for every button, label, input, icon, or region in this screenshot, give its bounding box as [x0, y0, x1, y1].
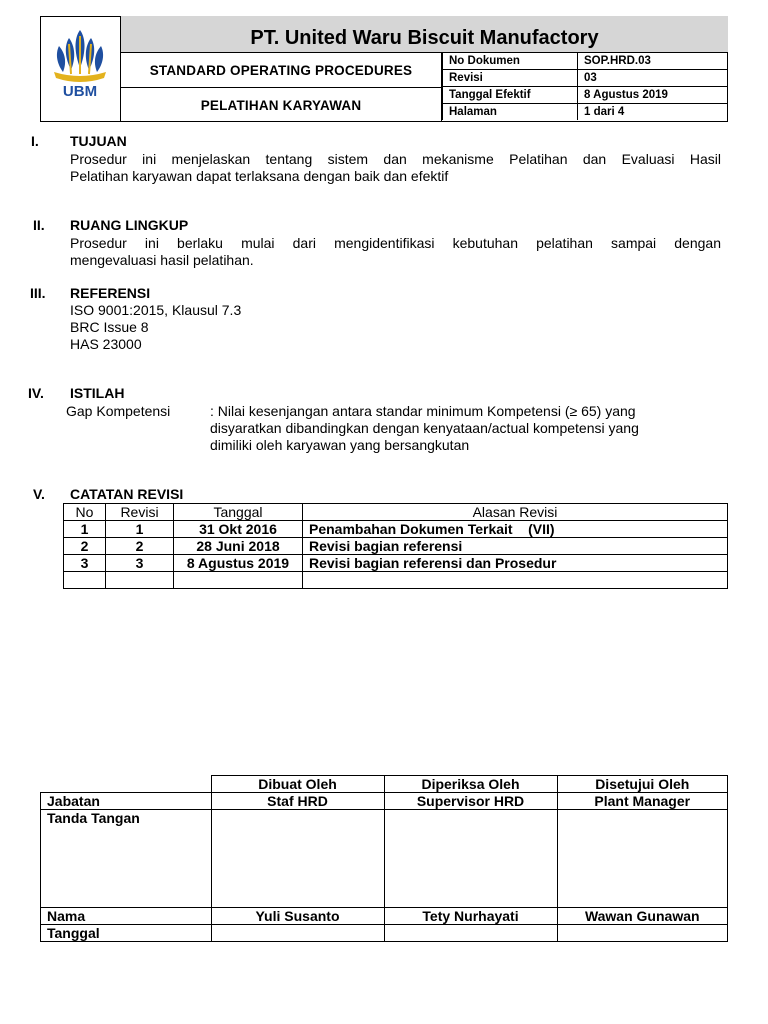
signature-box-disetujui[interactable] [557, 810, 728, 908]
company-name: PT. United Waru Biscuit Manufactory [121, 16, 728, 53]
tanggal-box-disetujui[interactable] [557, 925, 728, 942]
section-title-istilah: ISTILAH [70, 385, 125, 401]
ruang-lingkup-text-line1: Prosedur ini berlaku mulai dari mengidentifikasi kebutuhan pelatihan sampai dengan [70, 235, 721, 251]
nama-value: Tety Nurhayati [384, 908, 557, 925]
cell-alasan: Revisi bagian referensi dan Prosedur [303, 555, 728, 572]
tanggal-box-dibuat[interactable] [211, 925, 384, 942]
table-row [64, 572, 728, 589]
istilah-definition-line1: : Nilai kesenjangan antara standar minimum Kompetensi (≥ 65) yang [210, 403, 636, 419]
meta-row [443, 70, 729, 87]
revision-header-row [64, 504, 728, 521]
meta-row [443, 53, 729, 70]
tanggal-row [41, 925, 728, 942]
section-title-referensi: REFERENSI [70, 285, 151, 301]
meta-label: No Dokumen [443, 53, 578, 70]
jabatan-value: Supervisor HRD [384, 793, 557, 810]
cell-alasan: Revisi bagian referensi [303, 538, 728, 555]
company-logo [40, 16, 120, 122]
meta-value: 8 Agustus 2019 [578, 87, 729, 104]
approval-header: Disetujui Oleh [557, 776, 728, 793]
logo-cell [40, 16, 121, 122]
meta-row [443, 104, 729, 121]
sop-label: STANDARD OPERATING PROCEDURES [121, 53, 442, 88]
signature-box-diperiksa[interactable] [384, 810, 557, 908]
row-label-tanda-tangan: Tanda Tangan [41, 810, 212, 908]
jabatan-value: Staf HRD [211, 793, 384, 810]
col-header-tanggal: Tanggal [174, 504, 303, 521]
document-meta-table [442, 53, 728, 120]
tujuan-text-line1: Prosedur ini menjelaskan tentang sistem dan mekanisme Pelatihan dan Evaluasi Hasil [70, 151, 721, 167]
cell-alasan: Penambahan Dokumen Terkait (VII) [303, 521, 728, 538]
tujuan-text-line2: Pelatihan karyawan dapat terlaksana dengan baik dan efektif [70, 168, 449, 184]
ruang-lingkup-text-line2: mengevaluasi hasil pelatihan. [70, 252, 254, 268]
table-row [64, 521, 728, 538]
jabatan-value: Plant Manager [557, 793, 728, 810]
row-label-tanggal: Tanggal [41, 925, 212, 942]
approval-header-row [41, 776, 728, 793]
tanda-tangan-row [41, 810, 728, 908]
revision-table [63, 503, 728, 589]
logo-text: UBM [62, 83, 98, 100]
cell-revisi: 1 [106, 521, 174, 538]
meta-label: Revisi [443, 70, 578, 87]
tanggal-box-diperiksa[interactable] [384, 925, 557, 942]
section-number-tujuan: I. [31, 133, 39, 149]
section-number-catatan-revisi: V. [33, 486, 45, 502]
referensi-item: BRC Issue 8 [70, 319, 149, 335]
cell-revisi: 3 [106, 555, 174, 572]
meta-value: SOP.HRD.03 [578, 53, 729, 70]
nama-row [41, 908, 728, 925]
cell-no: 2 [64, 538, 106, 555]
cell-no: 3 [64, 555, 106, 572]
approval-header: Dibuat Oleh [211, 776, 384, 793]
section-title-ruang-lingkup: RUANG LINGKUP [70, 217, 189, 233]
nama-value: Yuli Susanto [211, 908, 384, 925]
istilah-definition-line3: dimiliki oleh karyawan yang bersangkutan [210, 437, 470, 453]
meta-value: 1 dari 4 [578, 104, 729, 121]
table-row [64, 555, 728, 572]
istilah-term: Gap Kompetensi [66, 403, 171, 419]
meta-value: 03 [578, 70, 729, 87]
cell-no [64, 572, 106, 589]
section-number-referensi: III. [30, 285, 46, 301]
section-title-tujuan: TUJUAN [70, 133, 127, 149]
cell-tanggal [174, 572, 303, 589]
col-header-no: No [64, 504, 106, 521]
col-header-revisi: Revisi [106, 504, 174, 521]
section-title-catatan-revisi: CATATAN REVISI [70, 486, 184, 502]
istilah-definition-line2: disyaratkan dibandingkan dengan kenyataan/actual kompetensi yang [210, 420, 639, 436]
cell-alasan [303, 572, 728, 589]
blank-corner-cell [41, 776, 212, 793]
referensi-item: ISO 9001:2015, Klausul 7.3 [70, 302, 242, 318]
section-number-ruang-lingkup: II. [33, 217, 45, 233]
cell-tanggal: 31 Okt 2016 [174, 521, 303, 538]
table-row [64, 538, 728, 555]
meta-label: Tanggal Efektif [443, 87, 578, 104]
section-number-istilah: IV. [28, 385, 44, 401]
meta-row [443, 87, 729, 104]
referensi-item: HAS 23000 [70, 336, 142, 352]
cell-revisi [106, 572, 174, 589]
row-label-jabatan: Jabatan [41, 793, 212, 810]
cell-revisi: 2 [106, 538, 174, 555]
jabatan-row [41, 793, 728, 810]
signature-box-dibuat[interactable] [211, 810, 384, 908]
document-title: PELATIHAN KARYAWAN [121, 88, 442, 122]
row-label-nama: Nama [41, 908, 212, 925]
nama-value: Wawan Gunawan [557, 908, 728, 925]
cell-tanggal: 28 Juni 2018 [174, 538, 303, 555]
col-header-alasan: Alasan Revisi [303, 504, 728, 521]
cell-tanggal: 8 Agustus 2019 [174, 555, 303, 572]
meta-label: Halaman [443, 104, 578, 121]
approval-table [40, 775, 728, 942]
approval-header: Diperiksa Oleh [384, 776, 557, 793]
cell-no: 1 [64, 521, 106, 538]
